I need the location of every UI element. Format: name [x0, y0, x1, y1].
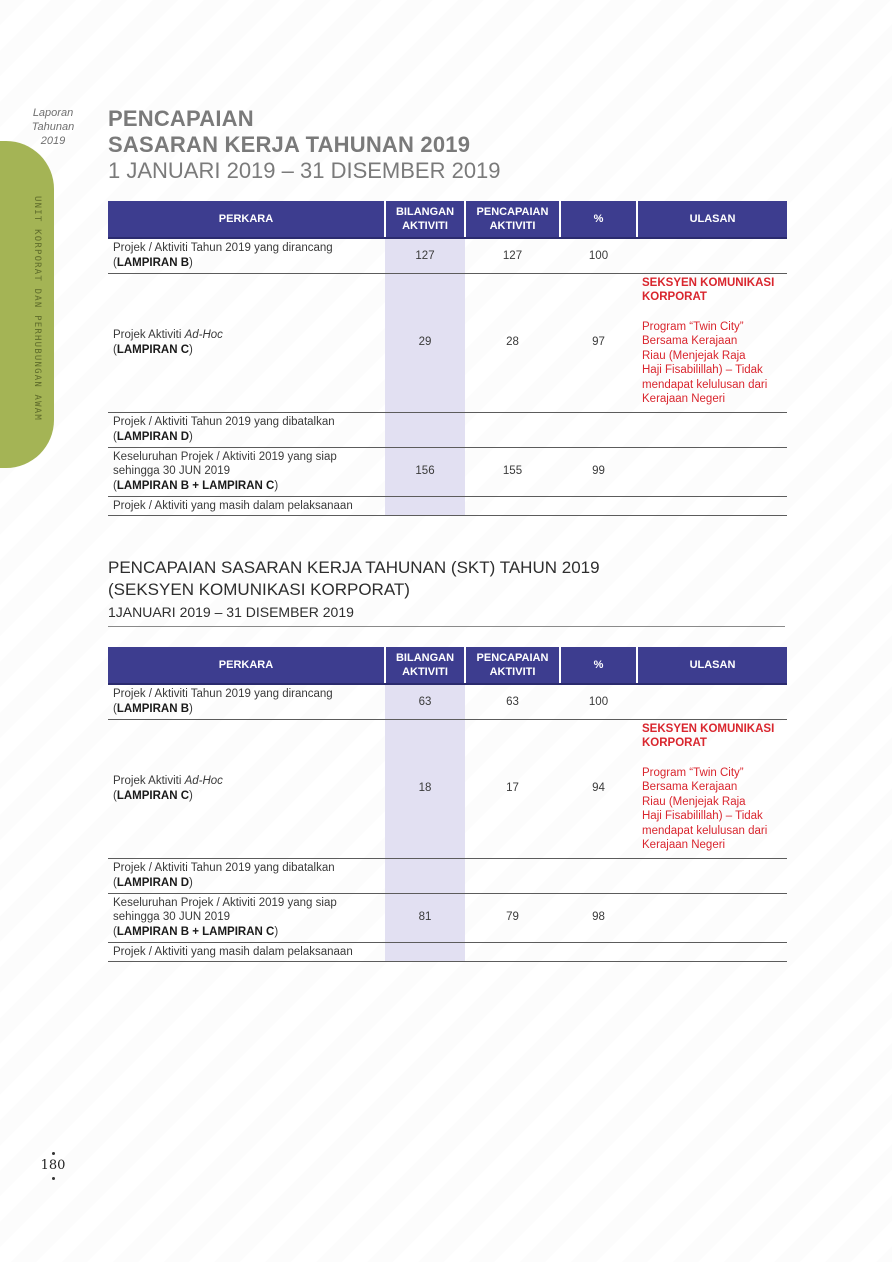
row-label: Projek / Aktiviti Tahun 2019 yang dirancang (LAMPIRAN B) [108, 238, 385, 273]
table-row [108, 447, 787, 496]
cell-ulasan [637, 496, 787, 516]
table-row [108, 496, 787, 516]
cell-ulasan [637, 412, 787, 447]
table-header-row [108, 647, 787, 684]
header-perkara: PERKARA [108, 647, 385, 684]
report-label [22, 106, 84, 148]
cell-pencapaian: 63 [465, 684, 560, 719]
table-row [108, 858, 787, 893]
header-bilangan: BILANGAN AKTIVITI [385, 647, 465, 684]
table-row [108, 684, 787, 719]
header-ulasan: ULASAN [637, 647, 787, 684]
cell-percent [560, 942, 637, 962]
side-tab [0, 141, 54, 468]
title-line-2: SASARAN KERJA TAHUNAN 2019 [108, 132, 471, 157]
row-label: Projek Aktiviti Ad-Hoc (LAMPIRAN C) [108, 273, 385, 412]
table-row [108, 942, 787, 962]
cell-percent: 97 [560, 273, 637, 412]
cell-ulasan [637, 684, 787, 719]
table-row [108, 893, 787, 942]
cell-pencapaian [465, 496, 560, 516]
row-label: Projek / Aktiviti yang masih dalam pelaksanaan [108, 496, 385, 516]
subtitle-line-2: (SEKSYEN KOMUNIKASI KORPORAT) [108, 580, 410, 599]
table-row [108, 238, 787, 273]
cell-bilangan: 18 [385, 719, 465, 858]
header-perkara: PERKARA [108, 201, 385, 238]
dot-icon [52, 1177, 55, 1180]
cell-ulasan [637, 893, 787, 942]
table-row [108, 273, 787, 412]
cell-bilangan [385, 858, 465, 893]
page-title [108, 106, 501, 184]
table-row [108, 412, 787, 447]
cell-ulasan [637, 942, 787, 962]
page-number-block [30, 1152, 76, 1180]
table-seksyen [108, 647, 787, 962]
cell-bilangan: 156 [385, 447, 465, 496]
cell-pencapaian: 127 [465, 238, 560, 273]
table-overall [108, 201, 787, 516]
header-pencapaian: PENCAPAIAN AKTIVITI [465, 201, 560, 238]
page-number: 180 [40, 1158, 66, 1173]
report-label-line: 2019 [40, 135, 66, 147]
cell-pencapaian: 17 [465, 719, 560, 858]
header-pencapaian: PENCAPAIAN AKTIVITI [465, 647, 560, 684]
cell-bilangan: 81 [385, 893, 465, 942]
cell-percent [560, 412, 637, 447]
row-label: Projek / Aktiviti yang masih dalam pelaksanaan [108, 942, 385, 962]
cell-percent: 98 [560, 893, 637, 942]
ulasan-heading: SEKSYEN KOMUNIKASI KORPORAT [642, 276, 775, 303]
row-label: Projek / Aktiviti Tahun 2019 yang dibatalkan (LAMPIRAN D) [108, 412, 385, 447]
ulasan-body: Program “Twin City” Bersama Kerajaan Riau (Menjejak Raja Haji Fisabilillah) – Tidak mendapat kelulusan dari Kerajaan Negeri [642, 320, 768, 405]
section-subtitle [108, 557, 785, 627]
cell-pencapaian [465, 412, 560, 447]
header-ulasan: ULASAN [637, 201, 787, 238]
cell-pencapaian: 155 [465, 447, 560, 496]
ulasan-body: Program “Twin City” Bersama Kerajaan Riau (Menjejak Raja Haji Fisabilillah) – Tidak mendapat kelulusan dari Kerajaan Negeri [642, 766, 768, 851]
title-line-1: PENCAPAIAN [108, 106, 254, 131]
row-label: Keseluruhan Projek / Aktiviti 2019 yang siap sehingga 30 JUN 2019 (LAMPIRAN B + LAMPIRAN C) [108, 893, 385, 942]
cell-pencapaian: 28 [465, 273, 560, 412]
cell-percent [560, 858, 637, 893]
table-header-row [108, 201, 787, 238]
cell-ulasan [637, 273, 787, 412]
ulasan-heading: SEKSYEN KOMUNIKASI KORPORAT [642, 722, 775, 749]
row-label: Projek Aktiviti Ad-Hoc (LAMPIRAN C) [108, 719, 385, 858]
cell-pencapaian: 79 [465, 893, 560, 942]
side-tab-label: UNIT KORPORAT DAN PERHUBUNGAN AWAM [32, 196, 42, 422]
title-date-range: 1 JANUARI 2019 – 31 DISEMBER 2019 [108, 158, 501, 183]
cell-percent: 100 [560, 684, 637, 719]
cell-bilangan: 127 [385, 238, 465, 273]
subtitle-date-range: 1JANUARI 2019 – 31 DISEMBER 2019 [108, 604, 354, 620]
cell-percent: 99 [560, 447, 637, 496]
cell-ulasan [637, 719, 787, 858]
cell-bilangan: 63 [385, 684, 465, 719]
table-row [108, 719, 787, 858]
row-label: Keseluruhan Projek / Aktiviti 2019 yang siap sehingga 30 JUN 2019 (LAMPIRAN B + LAMPIRAN C) [108, 447, 385, 496]
header-percent: % [560, 647, 637, 684]
cell-ulasan [637, 858, 787, 893]
cell-percent: 100 [560, 238, 637, 273]
report-label-line: Laporan [32, 107, 74, 119]
row-label: Projek / Aktiviti Tahun 2019 yang dirancang (LAMPIRAN B) [108, 684, 385, 719]
cell-pencapaian [465, 858, 560, 893]
cell-bilangan [385, 496, 465, 516]
cell-pencapaian [465, 942, 560, 962]
cell-ulasan [637, 447, 787, 496]
cell-bilangan [385, 412, 465, 447]
cell-percent [560, 496, 637, 516]
cell-percent: 94 [560, 719, 637, 858]
subtitle-line-1: PENCAPAIAN SASARAN KERJA TAHUNAN (SKT) TAHUN 2019 [108, 558, 600, 577]
cell-ulasan [637, 238, 787, 273]
cell-bilangan [385, 942, 465, 962]
header-percent: % [560, 201, 637, 238]
header-bilangan: BILANGAN AKTIVITI [385, 201, 465, 238]
row-label: Projek / Aktiviti Tahun 2019 yang dibatalkan (LAMPIRAN D) [108, 858, 385, 893]
cell-bilangan: 29 [385, 273, 465, 412]
report-label-line: Tahunan [31, 121, 75, 133]
